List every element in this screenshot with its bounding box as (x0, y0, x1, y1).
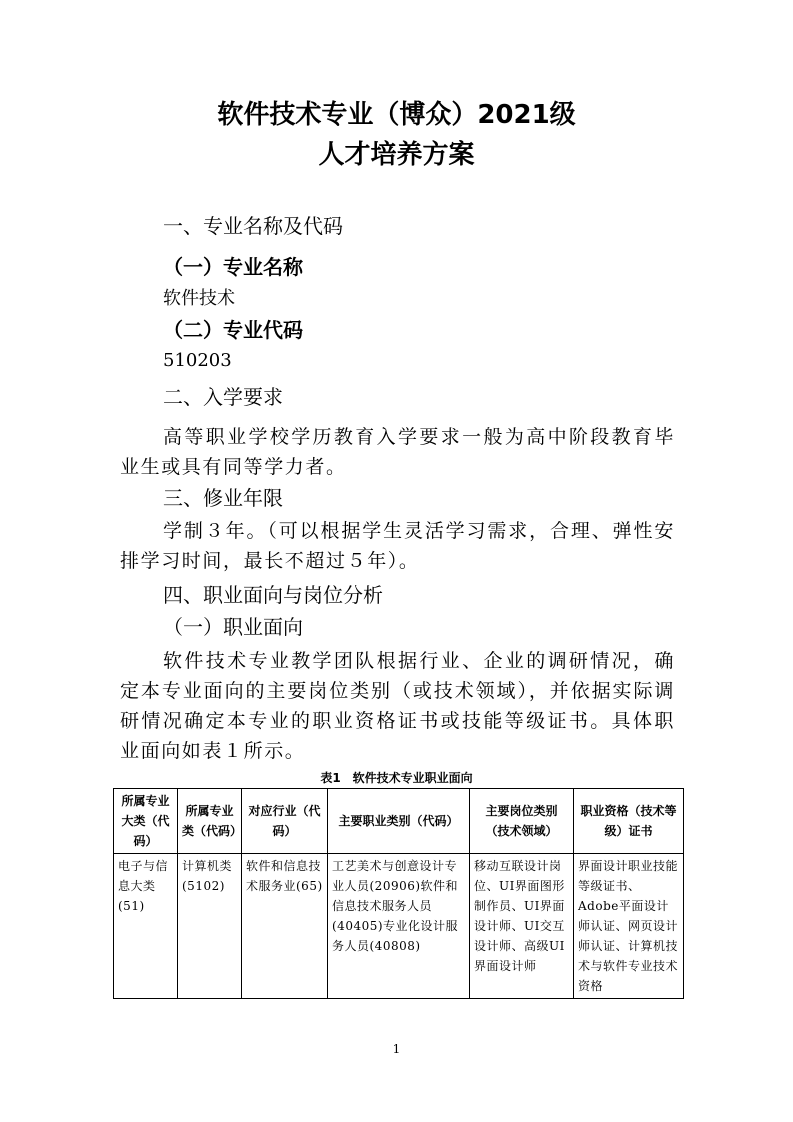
cell-certificates: 界面设计职业技能等级证书、Adobe平面设计师认证、网页设计师认证、计算机技术与软件专业技术资格 (574, 854, 684, 999)
header-major-category: 所属专业大类（代码） (114, 789, 178, 854)
section-heading-career-orientation: 四、职业面向与岗位分析 (163, 583, 383, 607)
cell-major-category: 电子与信息大类(51) (114, 854, 178, 999)
career-orientation-paragraph: 软件技术专业教学团队根据行业、企业的调研情况，确定本专业面向的主要岗位类别（或技术领域），并依据实际调研情况确定本专业的职业资格证书或技能等级证书。具体职业面向如表１所示。 (120, 650, 675, 762)
major-name-value: 软件技术 (163, 288, 235, 309)
career-orientation-table (113, 788, 684, 999)
subsection-heading-major-code: （二）专业代码 (163, 318, 303, 342)
section-heading-major-name-code: 一、专业名称及代码 (163, 214, 343, 238)
cell-industry: 软件和信息技术服务业(65) (242, 854, 328, 999)
section-heading-study-period: 三、修业年限 (163, 486, 283, 510)
subsection-heading-career-orientation: （一）职业面向 (163, 615, 303, 639)
study-period-paragraph: 学制３年。（可以根据学生灵活学习需求，合理、弹性安排学习时间，最长不超过５年）。 (120, 520, 675, 572)
document-title-line2: 人才培养方案 (318, 140, 475, 170)
cell-occupation-category: 工艺美术与创意设计专业人员(20906)软件和信息技术服务人员(40405)专业化设计服务人员(40808) (328, 854, 470, 999)
header-job-category: 主要岗位类别（技术领域） (470, 789, 574, 854)
document-title-line1: 软件技术专业（博众）2021级 (217, 100, 576, 130)
header-certificates: 职业资格（技术等级）证书 (574, 789, 684, 854)
cell-major-class: 计算机类(5102) (178, 854, 242, 999)
header-major-class: 所属专业类（代码） (178, 789, 242, 854)
admission-paragraph: 高等职业学校学历教育入学要求一般为高中阶段教育毕业生或具有同等学力者。 (120, 426, 675, 478)
page-number: 1 (392, 1042, 401, 1056)
major-code-value: 510203 (163, 350, 232, 371)
subsection-heading-major-name: （一）专业名称 (163, 255, 303, 279)
cell-job-category: 移动互联设计岗位、UI界面图形制作员、UI界面设计师、UI交互设计师、高级UI界面设计师 (470, 854, 574, 999)
section-heading-admission: 二、入学要求 (163, 385, 283, 409)
header-occupation-category: 主要职业类别（代码） (328, 789, 470, 854)
header-industry: 对应行业（代码） (242, 789, 328, 854)
table-row (114, 854, 684, 999)
table-caption: 表1 软件技术专业职业面向 (320, 771, 473, 785)
table-header-row (114, 789, 684, 854)
